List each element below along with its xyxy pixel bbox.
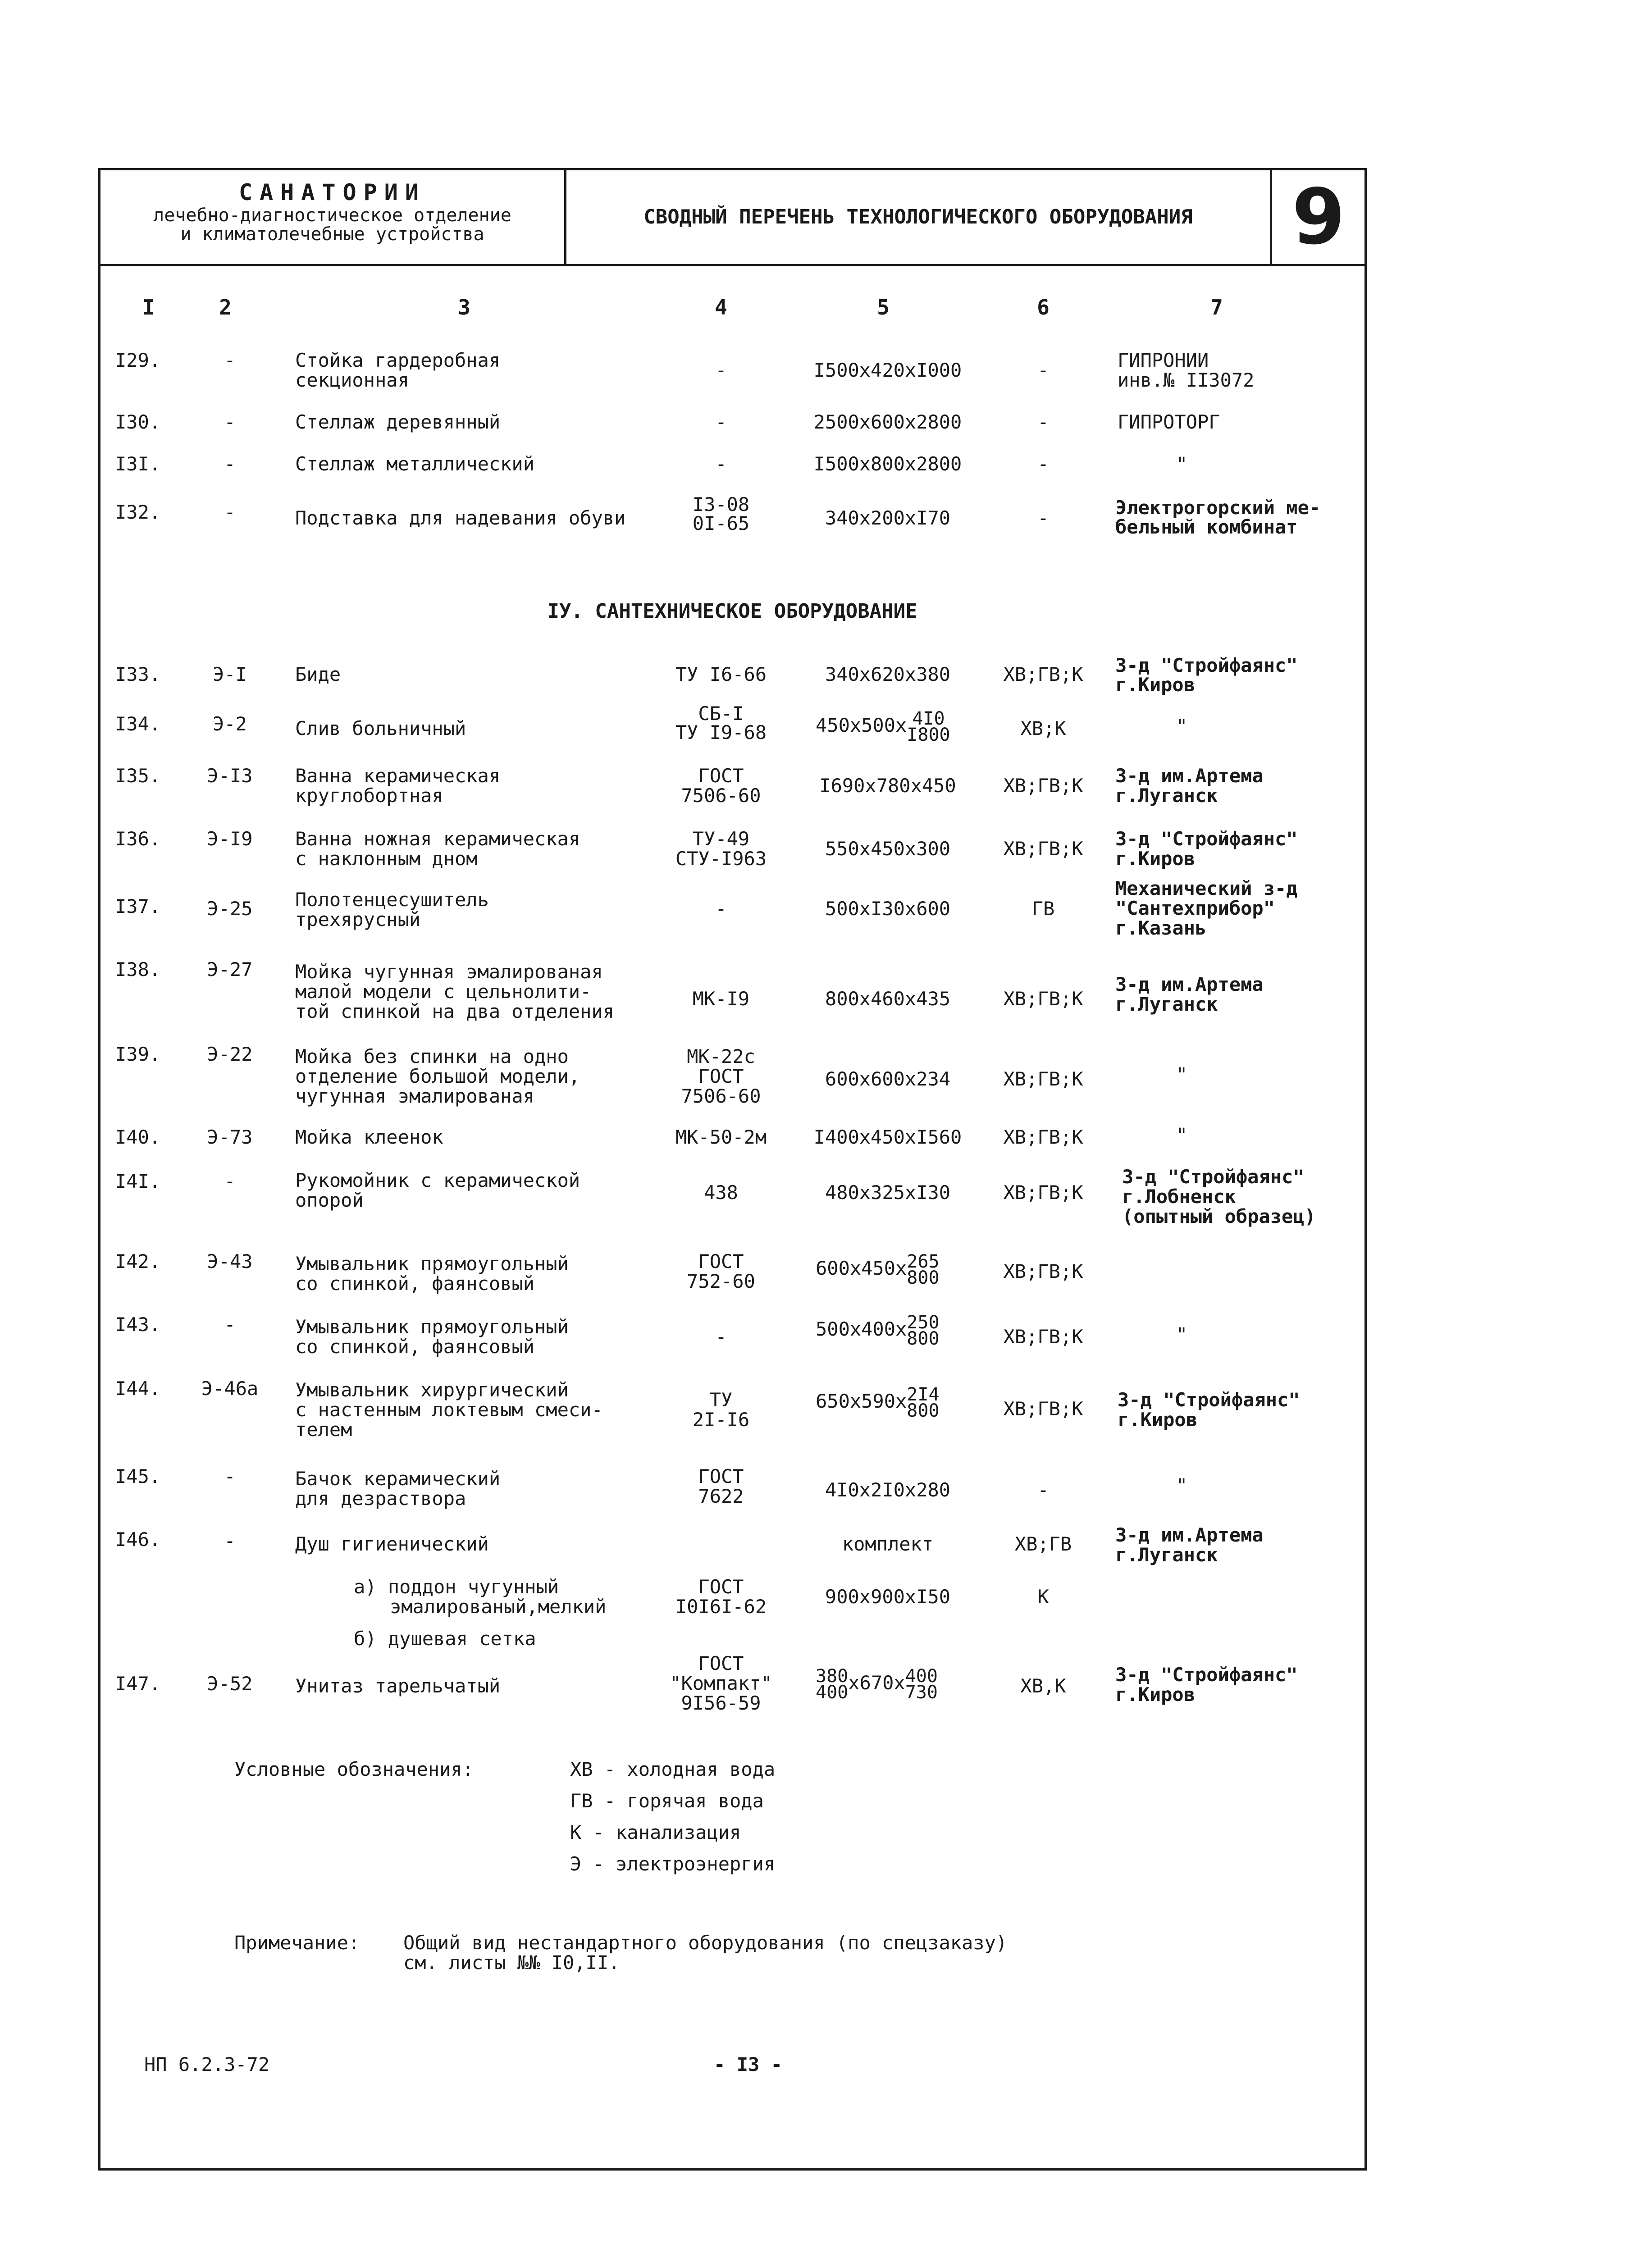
row-number: I39.: [115, 1043, 161, 1065]
row-utilities: -: [1037, 507, 1049, 529]
dims-fraction: [907, 1251, 940, 1288]
row-dimensions: 800x460x435: [825, 988, 951, 1010]
row-supplier-line: З-д "Стройфаянс": [1115, 828, 1298, 850]
row-code: Э-2: [213, 713, 247, 735]
row-name-line: Умывальник прямоугольный: [295, 1253, 569, 1275]
title-block-divider-left: [564, 168, 566, 266]
row-name-line: Стеллаж металлический: [295, 453, 535, 475]
row-dimensions: [816, 1663, 938, 1703]
row-number: I29.: [115, 349, 161, 371]
row-name-line: трехярусный: [295, 908, 421, 930]
row-code: Э-22: [207, 1043, 253, 1065]
row-number: I44.: [115, 1377, 161, 1400]
dims-left-top: 380: [816, 1665, 849, 1687]
row-code: -: [224, 453, 236, 475]
row-number: I4I.: [115, 1170, 161, 1192]
dims-bottom: 800: [907, 1400, 940, 1421]
row-utilities: ХВ;ГВ: [1014, 1533, 1072, 1555]
dims-mid: x670x: [848, 1672, 905, 1694]
dims-base: 650x590x: [816, 1390, 907, 1412]
dims-top: 250: [907, 1312, 940, 1333]
row-standard: ТУ I6-66: [675, 663, 767, 685]
row-supplier-line: ": [1176, 1063, 1188, 1085]
row-supplier-line: г.Луганск: [1115, 1544, 1218, 1566]
row-name-line: секционная: [295, 369, 409, 391]
row-name-line: со спинкой, фаянсовый: [295, 1336, 535, 1358]
row-supplier-line: З-д "Стройфаянс": [1122, 1166, 1305, 1188]
row-name-line: Стеллаж деревянный: [295, 411, 501, 433]
row-standard-line: СТУ-I963: [675, 848, 767, 870]
row-dimensions: [816, 1309, 940, 1350]
row-number: I37.: [115, 895, 161, 917]
row-name-line: Душ гигиенический: [295, 1533, 489, 1555]
legend-item: ГВ - горячая вода: [570, 1790, 764, 1812]
row-standard-line: "Компакт": [670, 1672, 772, 1694]
row-utilities: ХВ;ГВ;К: [1003, 1398, 1083, 1420]
row-name-line: Умывальник прямоугольный: [295, 1316, 569, 1338]
row-code: Э-I9: [207, 828, 253, 850]
dims-fraction: [905, 1665, 938, 1703]
row-name-line: со спинкой, фаянсовый: [295, 1272, 535, 1295]
row-supplier-line: З-д "Стройфаянс": [1115, 654, 1298, 676]
row-name-line: с наклонным дном: [295, 848, 478, 870]
row-dimensions: I500x800x2800: [813, 453, 962, 475]
row-name-line: малой модели с цельнолити-: [295, 981, 592, 1003]
col-header-6: 6: [1037, 295, 1050, 319]
row-standard: -: [715, 1326, 727, 1348]
note-label: Примечание:: [234, 1932, 360, 1954]
row-standard-line: ГОСТ: [698, 1576, 744, 1598]
row-supplier-line: бельный комбинат: [1115, 516, 1298, 538]
col-header-4: 4: [715, 295, 727, 319]
org-title: САНАТОРИИ: [239, 179, 426, 205]
row-supplier-line: (опытный образец): [1122, 1205, 1316, 1227]
col-header-1: I: [142, 295, 155, 319]
row-name-line: Слив больничный: [295, 717, 466, 739]
dims-fraction: [907, 708, 950, 745]
row-standard-line: 0I-65: [692, 512, 750, 534]
row-code: -: [224, 501, 236, 523]
row-standard-line: ГОСТ: [698, 1065, 744, 1087]
row-supplier-line: З-д "Стройфаянс": [1118, 1389, 1300, 1411]
dims-bottom: I800: [907, 724, 950, 745]
row-name-line: а) поддон чугунный: [354, 1576, 559, 1598]
row-name-line: Унитаз тарельчатый: [295, 1675, 501, 1697]
footer-page-number: - I3 -: [714, 2053, 782, 2075]
row-dimensions: 900x900xI50: [825, 1586, 951, 1608]
row-supplier-line: Механический з-д: [1115, 877, 1298, 899]
row-dimensions: [816, 1381, 940, 1422]
row-utilities: ХВ;ГВ;К: [1003, 775, 1083, 797]
row-dimensions: 4I0x2I0x280: [825, 1479, 951, 1501]
row-utilities: -: [1037, 1479, 1049, 1501]
col-header-3: 3: [458, 295, 470, 319]
row-supplier-line: ГИПРОНИИ: [1118, 349, 1209, 371]
row-utilities: ХВ;ГВ;К: [1003, 1068, 1083, 1090]
dims-top: 265: [907, 1251, 940, 1272]
row-standard-line: 7506-60: [681, 784, 761, 807]
row-name-line: Стойка гардеробная: [295, 349, 501, 371]
row-utilities: ХВ;ГВ;К: [1003, 1126, 1083, 1148]
row-supplier-line: З-д им.Артема: [1115, 973, 1264, 995]
row-utilities: ГВ: [1031, 898, 1055, 920]
dims-top: 2I4: [907, 1384, 940, 1405]
row-name-line: чугунная эмалированая: [295, 1085, 535, 1107]
dims-bottom: 730: [905, 1682, 938, 1703]
row-standard-line: 752-60: [687, 1270, 755, 1292]
row-dimensions: [816, 1248, 940, 1289]
page-bottom-border: [98, 2168, 1367, 2171]
col-header-2: 2: [219, 295, 232, 319]
row-dimensions: 500xI30x600: [825, 898, 951, 920]
row-name-line: отделение большой модели,: [295, 1065, 580, 1087]
row-code: Э-46а: [201, 1377, 259, 1400]
legend-item: ХВ - холодная вода: [570, 1758, 776, 1780]
row-dimensions: 480x325xI30: [825, 1181, 951, 1204]
row-name-line: для дезраствора: [295, 1487, 466, 1510]
row-name-line: круглобортная: [295, 784, 443, 807]
dims-left-bottom: 400: [816, 1682, 849, 1703]
row-standard-line: ТУ I9-68: [675, 721, 767, 743]
row-standard-line: ТУ-49: [692, 828, 750, 850]
row-standard: -: [715, 898, 727, 920]
row-standard-line: I3-08: [692, 493, 750, 515]
row-code: Э-I3: [207, 765, 253, 787]
row-number: I32.: [115, 501, 161, 523]
row-supplier-line: г.Лобненск: [1122, 1186, 1236, 1208]
row-number: I38.: [115, 958, 161, 981]
row-standard-line: 7622: [698, 1485, 744, 1507]
row-number: I36.: [115, 828, 161, 850]
row-standard-line: ГОСТ: [698, 1250, 744, 1272]
row-dimensions: [816, 705, 950, 746]
page-right-border: [1364, 266, 1367, 2170]
row-name-line: Подставка для надевания обуви: [295, 507, 626, 529]
row-standard-line: 2I-I6: [692, 1409, 750, 1431]
row-supplier-line: ": [1176, 1124, 1188, 1146]
row-utilities: ХВ;ГВ;К: [1003, 988, 1083, 1010]
row-name-line: эмалированый,мелкий: [390, 1596, 607, 1618]
row-supplier-line: г.Киров: [1115, 1683, 1196, 1706]
row-name-line: Мойка клеенок: [295, 1126, 443, 1148]
row-standard-line: ГОСТ: [698, 1465, 744, 1487]
row-supplier-line: г.Луганск: [1115, 993, 1218, 1015]
row-standard-line: ГОСТ: [698, 765, 744, 787]
row-number: I40.: [115, 1126, 161, 1148]
row-number: I33.: [115, 663, 161, 685]
row-name-line: Ванна ножная керамическая: [295, 828, 580, 850]
row-standard: -: [715, 453, 727, 475]
row-dimensions: I500x420xI000: [813, 359, 962, 381]
dims-left-fraction: [816, 1665, 849, 1703]
row-utilities: -: [1037, 359, 1049, 381]
dims-base: 500x400x: [816, 1318, 907, 1340]
row-name-line: Биде: [295, 663, 341, 685]
row-code: Э-52: [207, 1673, 253, 1695]
row-name-line: Мойка без спинки на одно: [295, 1045, 569, 1067]
row-number: I30.: [115, 411, 161, 433]
row-standard: МК-50-2м: [675, 1126, 767, 1148]
row-utilities: ХВ;ГВ;К: [1003, 1260, 1083, 1282]
row-code: Э-43: [207, 1250, 253, 1272]
row-number: I34.: [115, 713, 161, 735]
row-supplier-line: г.Луганск: [1115, 784, 1218, 807]
page-left-border: [98, 266, 100, 2170]
row-standard: -: [715, 359, 727, 381]
section-title: IУ. САНТЕХНИЧЕСКОЕ ОБОРУДОВАНИЕ: [547, 600, 917, 623]
row-utilities: ХВ;ГВ;К: [1003, 838, 1083, 860]
row-utilities: -: [1037, 411, 1049, 433]
row-standard-line: ТУ: [709, 1389, 733, 1411]
row-number: I35.: [115, 765, 161, 787]
row-dimensions: 340x200xI70: [825, 507, 951, 529]
row-number: I42.: [115, 1250, 161, 1272]
note-line: см. листы №№ I0,II.: [403, 1952, 620, 1974]
row-supplier-line: г.Киров: [1115, 848, 1196, 870]
org-subtitle-2: и климатолечебные устройства: [180, 224, 484, 245]
row-name-line: Ванна керамическая: [295, 765, 501, 787]
legend-title: Условные обозначения:: [234, 1758, 474, 1780]
row-dimensions: I690x780x450: [819, 775, 956, 797]
dims-top: 4I0: [912, 708, 945, 729]
row-name-line: Рукомойник с керамической: [295, 1169, 580, 1191]
row-name-line: телем: [295, 1418, 352, 1441]
row-code: -: [224, 349, 236, 371]
row-utilities: ХВ,К: [1020, 1675, 1066, 1697]
row-number: I47.: [115, 1673, 161, 1695]
row-standard-line: I0I6I-62: [675, 1596, 767, 1618]
row-number: I45.: [115, 1465, 161, 1487]
dims-base: 450x500x: [816, 714, 907, 736]
row-supplier-line: г.Киров: [1115, 674, 1196, 696]
dims-base: 600x450x: [816, 1257, 907, 1279]
row-dimensions: 600x600x234: [825, 1068, 951, 1090]
row-number: I3I.: [115, 453, 161, 475]
row-supplier-line: ": [1176, 1323, 1188, 1345]
row-name-line: той спинкой на два отделения: [295, 1000, 615, 1022]
col-header-5: 5: [877, 295, 890, 319]
row-name-line: Бачок керамический: [295, 1468, 501, 1490]
row-supplier-line: г.Киров: [1118, 1409, 1198, 1431]
row-supplier-line: З-д им.Артема: [1115, 765, 1264, 787]
row-number: I43.: [115, 1313, 161, 1336]
row-utilities: К: [1037, 1586, 1049, 1608]
row-standard-line: ГОСТ: [698, 1652, 744, 1674]
row-utilities: ХВ;ГВ;К: [1003, 1181, 1083, 1204]
row-number: I46.: [115, 1528, 161, 1551]
dims-fraction: [907, 1314, 939, 1347]
col-header-7: 7: [1210, 295, 1223, 319]
row-dimensions: 2500x600x2800: [813, 411, 962, 433]
row-supplier-line: Электрогорский ме-: [1115, 497, 1321, 519]
title-block-divider-right: [1270, 168, 1272, 266]
dims-bottom: 800: [907, 1328, 940, 1349]
row-dimensions: 340x620x380: [825, 663, 951, 685]
row-name-line: Умывальник хирургический: [295, 1379, 569, 1401]
legend-item: Э - электроэнергия: [570, 1853, 776, 1875]
row-dimensions: комплект: [842, 1533, 934, 1555]
document-title: СВОДНЫЙ ПЕРЕЧЕНЬ ТЕХНОЛОГИЧЕСКОГО ОБОРУДОВАНИЯ: [643, 205, 1193, 228]
row-name-line: б) душевая сетка: [354, 1628, 536, 1650]
row-code: Э-I: [213, 663, 247, 685]
row-code: -: [224, 411, 236, 433]
row-supplier-line: ": [1176, 715, 1188, 737]
row-supplier-line: З-д им.Артема: [1115, 1524, 1264, 1546]
footer-document-code: НП 6.2.3-72: [144, 2053, 270, 2075]
dims-fraction: [907, 1386, 939, 1419]
dims-bottom: 800: [907, 1267, 940, 1288]
row-dimensions: I400x450xI560: [813, 1126, 962, 1148]
row-dimensions: 550x450x300: [825, 838, 951, 860]
org-subtitle-1: лечебно-диагностическое отделение: [153, 205, 511, 226]
row-supplier-line: ": [1176, 453, 1188, 475]
row-utilities: -: [1037, 453, 1049, 475]
legend-item: К - канализация: [570, 1821, 741, 1843]
row-supplier-line: ": [1176, 1474, 1188, 1496]
row-utilities: ХВ;К: [1020, 717, 1066, 739]
sheet-number: 9: [1291, 173, 1346, 262]
note-line: Общий вид нестандартного оборудования (по спецзаказу): [403, 1932, 1008, 1954]
row-code: Э-25: [207, 898, 253, 920]
row-supplier-line: инв.№ II3072: [1118, 369, 1255, 391]
row-code: -: [224, 1313, 236, 1336]
row-name-line: опорой: [295, 1189, 364, 1211]
row-supplier-line: "Сантехприбор": [1115, 897, 1275, 919]
row-standard: -: [715, 411, 727, 433]
row-code: -: [224, 1465, 236, 1487]
row-utilities: ХВ;ГВ;К: [1003, 663, 1083, 685]
row-standard-line: 7506-60: [681, 1085, 761, 1107]
row-code: -: [224, 1530, 236, 1552]
row-supplier-line: ГИПРОТОРГ: [1118, 411, 1220, 433]
row-supplier-line: З-д "Стройфаянс": [1115, 1664, 1298, 1686]
row-name-line: Мойка чугунная эмалированая: [295, 961, 603, 983]
row-standard: 438: [704, 1181, 738, 1204]
row-name-line: с настенным локтевым смеси-: [295, 1399, 603, 1421]
row-code: Э-27: [207, 958, 253, 981]
row-code: -: [224, 1170, 236, 1192]
dims-top: 400: [905, 1665, 938, 1687]
row-code: Э-73: [207, 1126, 253, 1148]
row-name-line: Полотенцесушитель: [295, 889, 489, 911]
row-supplier-line: г.Казань: [1115, 917, 1207, 939]
row-standard-line: МК-22с: [687, 1045, 755, 1067]
row-standard: МК-I9: [692, 988, 750, 1010]
row-utilities: ХВ;ГВ;К: [1003, 1326, 1083, 1348]
row-standard-line: 9I56-59: [681, 1692, 761, 1714]
row-standard-line: СБ-I: [698, 702, 744, 725]
